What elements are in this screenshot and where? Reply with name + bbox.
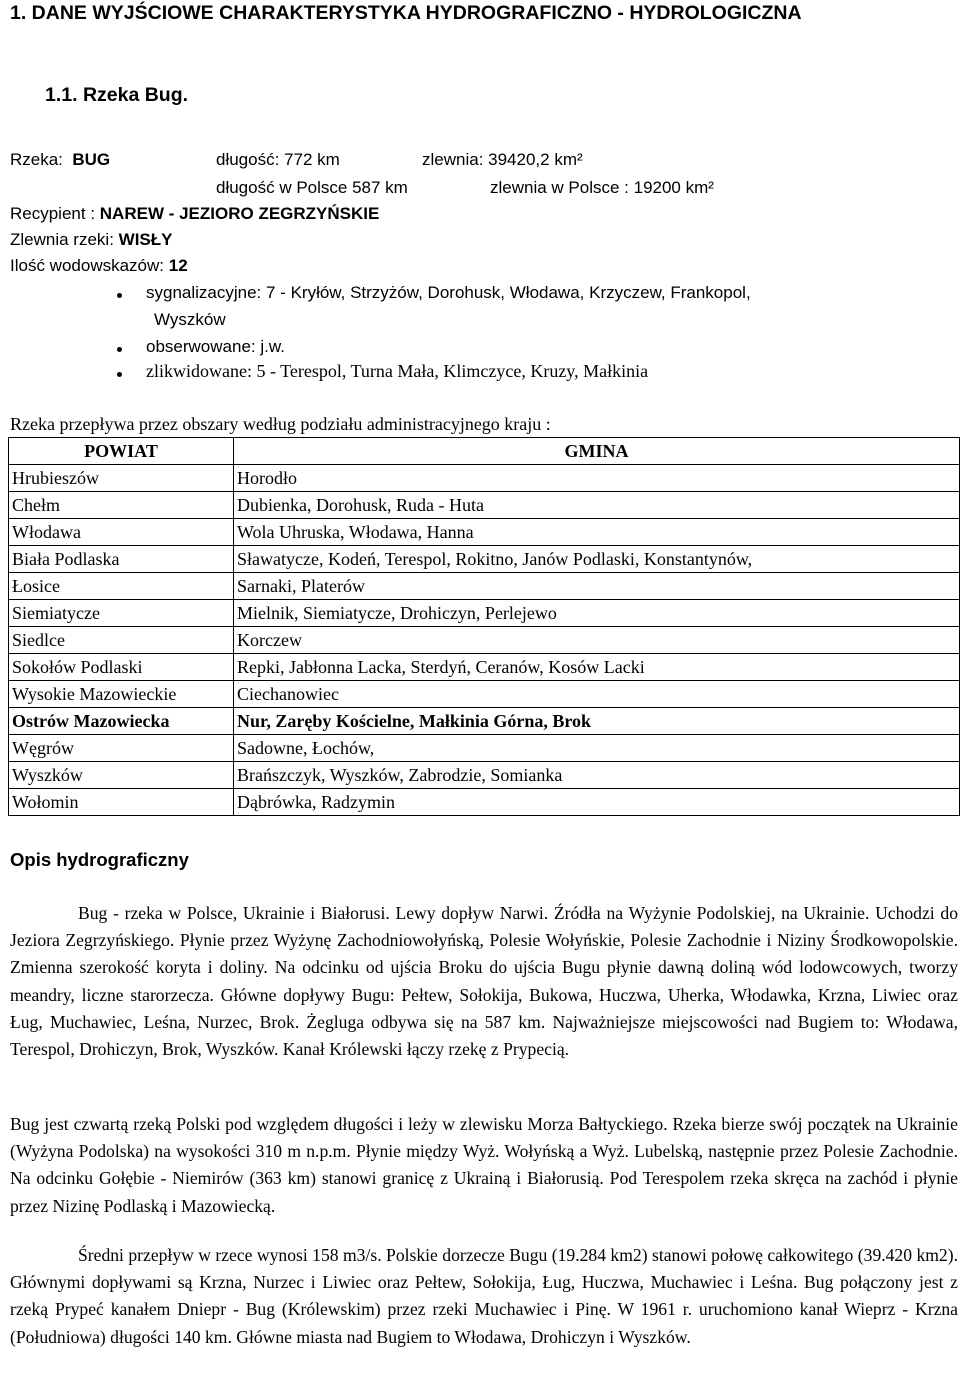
powiat-cell: Ostrów Mazowiecka xyxy=(9,708,234,735)
recipient-row xyxy=(10,204,379,224)
gmina-cell: Wola Uhruska, Włodawa, Hanna xyxy=(234,519,960,546)
gmina-cell: Nur, Zaręby Kościelne, Małkinia Górna, Brok xyxy=(234,708,960,735)
river-name-label: Rzeka: xyxy=(10,150,63,169)
table-row xyxy=(9,492,960,519)
bullet-icon xyxy=(117,293,122,298)
powiat-cell: Hrubieszów xyxy=(9,465,234,492)
river-length: długość: 772 km xyxy=(216,150,340,169)
gmina-cell: Horodło xyxy=(234,465,960,492)
gmina-cell: Mielnik, Siemiatycze, Drohiczyn, Perlejewo xyxy=(234,600,960,627)
recipient-label: Recypient : xyxy=(10,204,96,223)
powiat-cell: Łosice xyxy=(9,573,234,600)
gmina-cell: Dubienka, Dorohusk, Ruda - Huta xyxy=(234,492,960,519)
bullet-observed: obserwowane: j.w. xyxy=(146,337,285,356)
gmina-cell: Dąbrówka, Radzymin xyxy=(234,789,960,816)
table-row xyxy=(9,735,960,762)
river-length-poland: długość w Polsce 587 km xyxy=(216,178,408,197)
admin-table xyxy=(8,437,960,816)
catchment-value: WISŁY xyxy=(118,230,173,249)
gauges-label: Ilość wodowskazów: xyxy=(10,256,165,275)
river-name: BUG xyxy=(72,150,111,169)
header-powiat: POWIAT xyxy=(9,438,234,465)
table-row xyxy=(9,573,960,600)
powiat-cell: Wołomin xyxy=(9,789,234,816)
powiat-cell: Włodawa xyxy=(9,519,234,546)
table-header-row xyxy=(9,438,960,465)
header-gmina: GMINA xyxy=(234,438,960,465)
powiat-cell: Węgrów xyxy=(9,735,234,762)
table-intro: Rzeka przepływa przez obszary według podziału administracyjnego kraju : xyxy=(10,414,551,434)
opis-heading: Opis hydrograficzny xyxy=(10,849,189,870)
gmina-cell: Repki, Jabłonna Lacka, Sterdyń, Ceranów, Kosów Lacki xyxy=(234,654,960,681)
gmina-cell: Sławatycze, Kodeń, Terespol, Rokitno, Janów Podlaski, Konstantynów, xyxy=(234,546,960,573)
table-row xyxy=(9,465,960,492)
powiat-cell: Siedlce xyxy=(9,627,234,654)
recipient-value: NAREW - JEZIORO ZEGRZYŃSKIE xyxy=(99,204,380,223)
catchment-label: Zlewnia rzeki: xyxy=(10,230,114,249)
table-row xyxy=(9,654,960,681)
gmina-cell: Ciechanowiec xyxy=(234,681,960,708)
river-basin-poland: zlewnia w Polsce : 19200 km² xyxy=(490,178,714,197)
table-row xyxy=(9,519,960,546)
powiat-cell: Sokołów Podlaski xyxy=(9,654,234,681)
powiat-cell: Wysokie Mazowieckie xyxy=(9,681,234,708)
powiat-cell: Wyszków xyxy=(9,762,234,789)
gmina-cell: Brańszczyk, Wyszków, Zabrodzie, Somianka xyxy=(234,762,960,789)
gauges-value: 12 xyxy=(168,256,188,275)
table-row xyxy=(9,627,960,654)
gmina-cell: Sarnaki, Platerów xyxy=(234,573,960,600)
catchment-row xyxy=(10,230,173,250)
bullet-removed: zlikwidowane: 5 - Terespol, Turna Mała, Klimczyce, Kruzy, Małkinia xyxy=(146,361,649,381)
bullet-signal-line1: sygnalizacyjne: 7 - Kryłów, Strzyżów, Dorohusk, Włodawa, Krzyczew, Frankopol, xyxy=(146,283,751,302)
powiat-cell: Siemiatycze xyxy=(9,600,234,627)
bullet-icon xyxy=(117,372,122,377)
river-name-row xyxy=(10,150,110,170)
bullet-signal-line2: Wyszków xyxy=(154,310,226,329)
gmina-cell: Korczew xyxy=(234,627,960,654)
bullet-icon xyxy=(117,347,122,352)
powiat-cell: Biała Podlaska xyxy=(9,546,234,573)
paragraph: Bug jest czwartą rzeką Polski pod względem długości i leży w zlewisku Morza Bałtyckiego. Rzeka bierze swój początek na Ukrainie (Wyżyna Podolska) na wysokości 310 m n.p.m. Płynie między Wyż. Wołyńską a Wyż. Lubelską, następnie przez Polesie Zachodnie. Na odcinku Gołębie - Niemirów (363 km) stanowi granicę z Ukrainą i Białorusią. Pod Terespolem rzeka skręca na zachód i płynie przez Nizinę Podlaską i Mazowiecką. xyxy=(10,1114,958,1216)
section-heading: 1. DANE WYJŚCIOWE CHARAKTERYSTYKA HYDROGRAFICZNO - HYDROLOGICZNA xyxy=(10,2,802,24)
table-row xyxy=(9,789,960,816)
subsection-heading: 1.1. Rzeka Bug. xyxy=(45,84,189,106)
paragraph: Bug - rzeka w Polsce, Ukrainie i Białorusi. Lewy dopływ Narwi. Źródła na Wyżynie Podolskiej, na Ukrainie. Uchodzi do Jeziora Zegrzyńskiego. Płynie przez Wyżynę Zachodniowołyńską, Polesie Wołyńskie, Polesie Zachodnie i Niziny Środkowopolskie. Zmienna szerokość koryta i doliny. Na odcinku od ujścia Broku do ujścia Bugu płynie dawną doliną wód lodowcowych, tworzy meandry, liczne starorzecza. Główne dopływy Bugu: Pełtew, Sołokija, Bukowa, Huczwa, Uherka, Włodawka, Krzna, Liwiec oraz Ług, Muchawiec, Leśna, Nurzec, Brok. Żegluga odbywa się na 587 km. Najważniejsze miejscowości nad Bugiem to: Włodawa, Terespol, Drohiczyn, Brok, Wyszków. Kanał Królewski łączy rzekę z Prypecią. xyxy=(10,903,958,1060)
table-row xyxy=(9,546,960,573)
table-row xyxy=(9,708,960,735)
table-row xyxy=(9,600,960,627)
powiat-cell: Chełm xyxy=(9,492,234,519)
gauges-row xyxy=(10,256,188,276)
paragraph: Średni przepływ w rzece wynosi 158 m3/s. Polskie dorzecze Bugu (19.284 km2) stanowi połowę całkowitego (39.420 km2). Głównymi dopływami są Krzna, Nurzec i Liwiec oraz Pełtew, Sołokija, Ług, Huczwa, Muchawiec i Leśna. Bug połączony jest z rzeką Prypeć kanałem Dniepr - Bug (Królewskim) przez rzeki Muchawiec i Pinę. W 1961 r. uruchomiono kanał Wieprz - Krzna (Południowa) długości 140 km. Główne miasta nad Bugiem to Włodawa, Drohiczyn i Wyszków. xyxy=(10,1245,958,1347)
gmina-cell: Sadowne, Łochów, xyxy=(234,735,960,762)
river-basin: zlewnia: 39420,2 km² xyxy=(422,150,583,169)
table-row xyxy=(9,681,960,708)
table-row xyxy=(9,762,960,789)
